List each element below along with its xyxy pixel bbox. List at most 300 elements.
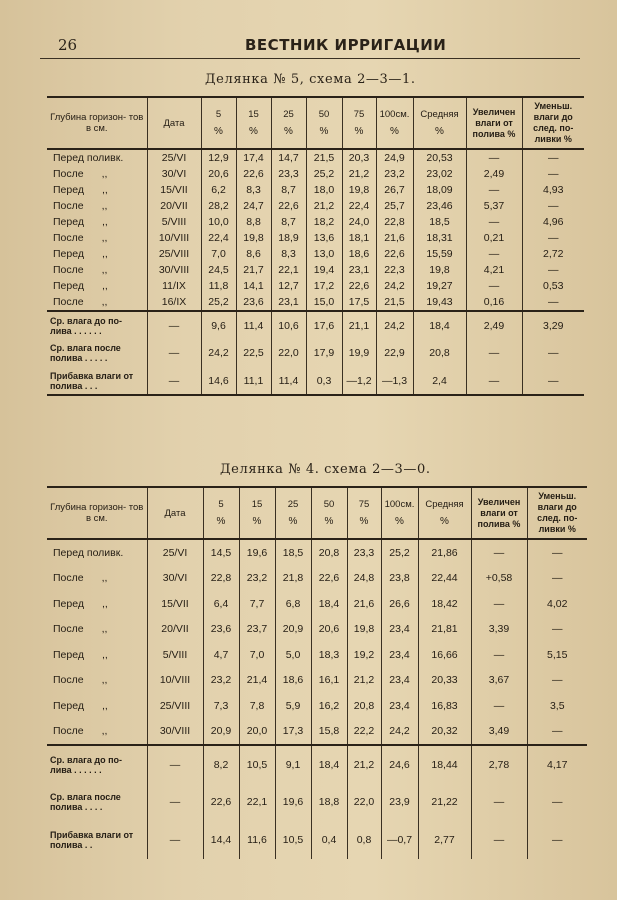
cell-v5: 12,9 xyxy=(201,149,236,166)
cell-date: 10/VIII xyxy=(147,230,201,246)
cell-avg: 23,02 xyxy=(413,166,466,182)
cell-v15: 21,4 xyxy=(239,668,275,694)
cell-v5: 20,6 xyxy=(201,166,236,182)
header-50cm: 50 % xyxy=(306,97,342,149)
cell-v25: 12,7 xyxy=(271,278,306,294)
cell-dec: 4,02 xyxy=(527,591,587,617)
cell-v50: 19,4 xyxy=(306,262,342,278)
cell-inc: 0,21 xyxy=(466,230,522,246)
header-date: Дата xyxy=(147,97,201,149)
cell-v100: 26,6 xyxy=(381,591,418,617)
summary-row xyxy=(47,821,587,859)
summary-cell-v100: 24,2 xyxy=(376,311,413,339)
cell-v15: 7,0 xyxy=(239,642,275,668)
summary-cell-v5: 14,4 xyxy=(203,821,239,859)
journal-title: ВЕСТНИК ИРРИГАЦИИ xyxy=(245,36,447,54)
summary-cell-v25: 10,5 xyxy=(275,821,311,859)
cell-v75: 21,6 xyxy=(347,591,381,617)
table-row xyxy=(47,617,587,643)
cell-v50: 25,2 xyxy=(306,166,342,182)
cell-v5: 11,8 xyxy=(201,278,236,294)
cell-dec: — xyxy=(522,262,584,278)
table1 xyxy=(47,96,584,396)
cell-v75: 22,4 xyxy=(342,198,376,214)
header-depth: Глубина горизон- тов в см. xyxy=(47,97,147,149)
cell-v50: 20,8 xyxy=(311,539,347,566)
cell-v5: 23,2 xyxy=(203,668,239,694)
cell-v5: 6,4 xyxy=(203,591,239,617)
cell-v5: 10,0 xyxy=(201,214,236,230)
row-label: После ,, xyxy=(53,264,108,276)
cell-date: 11/IX xyxy=(147,278,201,294)
header-5cm: 5 % xyxy=(201,97,236,149)
cell-v50: 18,4 xyxy=(311,591,347,617)
cell-v25: 18,5 xyxy=(275,539,311,566)
cell-v100: 24,9 xyxy=(376,149,413,166)
cell-v5: 23,6 xyxy=(203,617,239,643)
summary-cell-date: — xyxy=(147,339,201,367)
cell-dec: — xyxy=(522,166,584,182)
table1-body xyxy=(47,149,584,395)
cell-v5: 20,9 xyxy=(203,719,239,746)
cell-v50: 18,3 xyxy=(311,642,347,668)
summary-label: Прибавка влаги от полива . . xyxy=(50,830,134,850)
cell-date: 5/VIII xyxy=(147,214,201,230)
summary-cell-v50: 17,9 xyxy=(306,339,342,367)
cell-dec: — xyxy=(527,617,587,643)
cell-v75: 24,0 xyxy=(342,214,376,230)
cell-v100: 21,5 xyxy=(376,294,413,311)
cell-dec: — xyxy=(522,294,584,311)
summary-cell-v5: 8,2 xyxy=(203,745,239,783)
summary-cell-date: — xyxy=(147,311,201,339)
summary-cell-v5: 9,6 xyxy=(201,311,236,339)
cell-v5: 6,2 xyxy=(201,182,236,198)
cell-v15: 8,3 xyxy=(236,182,271,198)
cell-dec: 4,93 xyxy=(522,182,584,198)
cell-avg: 15,59 xyxy=(413,246,466,262)
header-increase: Увеличен влаги от полива % xyxy=(466,97,522,149)
cell-dec: — xyxy=(522,198,584,214)
cell-avg: 21,86 xyxy=(418,539,471,566)
row-label: После ,, xyxy=(53,674,108,687)
cell-dec: 2,72 xyxy=(522,246,584,262)
cell-v15: 23,2 xyxy=(239,566,275,592)
cell-v75: 19,8 xyxy=(342,182,376,198)
cell-inc: 3,67 xyxy=(471,668,527,694)
summary-cell-inc: 2,78 xyxy=(471,745,527,783)
header-average: Средняя % xyxy=(413,97,466,149)
cell-v100: 23,4 xyxy=(381,642,418,668)
cell-v25: 8,7 xyxy=(271,214,306,230)
cell-v50: 18,2 xyxy=(306,214,342,230)
cell-v50: 15,0 xyxy=(306,294,342,311)
cell-date: 20/VII xyxy=(147,617,203,643)
cell-date: 25/VI xyxy=(147,149,201,166)
cell-date: 5/VIII xyxy=(147,642,203,668)
cell-v15: 7,7 xyxy=(239,591,275,617)
cell-v25: 8,3 xyxy=(271,246,306,262)
cell-date: 16/IX xyxy=(147,294,201,311)
summary-cell-v75: 21,2 xyxy=(347,745,381,783)
row-label: Перед ,, xyxy=(53,597,108,610)
cell-avg: 20,33 xyxy=(418,668,471,694)
cell-v25: 23,1 xyxy=(271,294,306,311)
cell-date: 30/VIII xyxy=(147,719,203,746)
cell-v100: 25,2 xyxy=(381,539,418,566)
summary-label: Ср. влага до по- лива . . . . . . xyxy=(47,745,147,783)
table-row xyxy=(47,230,584,246)
table-row xyxy=(47,149,584,166)
cell-v15: 8,6 xyxy=(236,246,271,262)
table-row xyxy=(47,278,584,294)
table-row xyxy=(47,262,584,278)
cell-v15: 17,4 xyxy=(236,149,271,166)
summary-cell-date: — xyxy=(147,367,201,395)
page-number: 26 xyxy=(58,36,78,54)
table-row xyxy=(47,214,584,230)
cell-v75: 22,2 xyxy=(347,719,381,746)
cell-inc: 3,39 xyxy=(471,617,527,643)
summary-cell-v50: 0,4 xyxy=(311,821,347,859)
cell-v25: 18,9 xyxy=(271,230,306,246)
cell-avg: 20,32 xyxy=(418,719,471,746)
summary-cell-v75: 21,1 xyxy=(342,311,376,339)
cell-v25: 17,3 xyxy=(275,719,311,746)
cell-v25: 5,9 xyxy=(275,693,311,719)
summary-cell-v15: 10,5 xyxy=(239,745,275,783)
summary-cell-avg: 21,22 xyxy=(418,783,471,821)
cell-inc: — xyxy=(471,642,527,668)
cell-v25: 6,8 xyxy=(275,591,311,617)
table-row xyxy=(47,539,587,566)
cell-v5: 22,8 xyxy=(203,566,239,592)
cell-v50: 16,1 xyxy=(311,668,347,694)
cell-inc: — xyxy=(466,149,522,166)
row-label: Перед ,, xyxy=(53,184,108,196)
summary-cell-inc: 2,49 xyxy=(466,311,522,339)
cell-v75: 19,2 xyxy=(347,642,381,668)
summary-cell-date: — xyxy=(147,821,203,859)
table-row xyxy=(47,246,584,262)
cell-dec: — xyxy=(522,230,584,246)
cell-inc: 2,49 xyxy=(466,166,522,182)
row-label: После ,, xyxy=(53,623,108,636)
cell-avg: 21,81 xyxy=(418,617,471,643)
cell-v25: 8,7 xyxy=(271,182,306,198)
summary-label: Ср. влага после полива . . . . xyxy=(50,792,121,812)
cell-v15: 19,8 xyxy=(236,230,271,246)
cell-v5: 7,3 xyxy=(203,693,239,719)
cell-inc: 0,16 xyxy=(466,294,522,311)
cell-avg: 19,43 xyxy=(413,294,466,311)
summary-cell-v15: 11,4 xyxy=(236,311,271,339)
summary-cell-avg: 18,4 xyxy=(413,311,466,339)
cell-inc: — xyxy=(466,246,522,262)
cell-v15: 19,6 xyxy=(239,539,275,566)
summary-cell-v25: 10,6 xyxy=(271,311,306,339)
table2 xyxy=(47,486,587,859)
header-25cm: 25 % xyxy=(271,97,306,149)
summary-cell-v5: 22,6 xyxy=(203,783,239,821)
summary-cell-v25: 9,1 xyxy=(275,745,311,783)
table-row xyxy=(47,182,584,198)
table1-title: Делянка № 5, схема 2—3—1. xyxy=(205,72,416,87)
cell-v25: 21,8 xyxy=(275,566,311,592)
cell-date: 20/VII xyxy=(147,198,201,214)
summary-row xyxy=(47,311,584,339)
cell-v50: 15,8 xyxy=(311,719,347,746)
cell-v100: 26,7 xyxy=(376,182,413,198)
cell-date: 15/VII xyxy=(147,591,203,617)
cell-date: 25/VIII xyxy=(147,246,201,262)
cell-v50: 21,2 xyxy=(306,198,342,214)
summary-row xyxy=(47,745,587,783)
cell-v15: 20,0 xyxy=(239,719,275,746)
cell-v15: 8,8 xyxy=(236,214,271,230)
summary-cell-v100: 23,9 xyxy=(381,783,418,821)
summary-cell-v100: 22,9 xyxy=(376,339,413,367)
header-75cm: 75 % xyxy=(342,97,376,149)
summary-cell-inc: — xyxy=(466,339,522,367)
cell-v75: 18,6 xyxy=(342,246,376,262)
summary-cell-dec: 4,17 xyxy=(527,745,587,783)
cell-v75: 22,6 xyxy=(342,278,376,294)
cell-avg: 18,42 xyxy=(418,591,471,617)
summary-cell-avg: 18,44 xyxy=(418,745,471,783)
summary-cell-v25: 19,6 xyxy=(275,783,311,821)
cell-date: 30/VI xyxy=(147,566,203,592)
cell-avg: 16,66 xyxy=(418,642,471,668)
cell-v50: 21,5 xyxy=(306,149,342,166)
summary-label: Прибавка влаги от полива . . . xyxy=(50,370,134,391)
summary-label: Ср. влага после полива . . . . . xyxy=(50,343,121,363)
summary-cell-v50: 18,4 xyxy=(311,745,347,783)
table-row xyxy=(47,591,587,617)
summary-cell-dec: — xyxy=(522,367,584,395)
summary-cell-v15: 11,1 xyxy=(236,367,271,395)
summary-cell-avg: 2,77 xyxy=(418,821,471,859)
cell-v50: 20,6 xyxy=(311,617,347,643)
cell-v25: 5,0 xyxy=(275,642,311,668)
table-row xyxy=(47,693,587,719)
cell-dec: 3,5 xyxy=(527,693,587,719)
summary-cell-v75: 0,8 xyxy=(347,821,381,859)
summary-cell-dec: 3,29 xyxy=(522,311,584,339)
cell-avg: 20,53 xyxy=(413,149,466,166)
cell-v15: 22,6 xyxy=(236,166,271,182)
summary-row xyxy=(47,367,584,395)
cell-dec: — xyxy=(522,149,584,166)
cell-v50: 22,6 xyxy=(311,566,347,592)
cell-dec: 0,53 xyxy=(522,278,584,294)
cell-v5: 24,5 xyxy=(201,262,236,278)
summary-cell-avg: 2,4 xyxy=(413,367,466,395)
summary-cell-v5: 14,6 xyxy=(201,367,236,395)
cell-v25: 22,6 xyxy=(271,198,306,214)
header-5cm: 5 % xyxy=(203,487,239,539)
cell-avg: 23,46 xyxy=(413,198,466,214)
cell-v100: 24,2 xyxy=(376,278,413,294)
summary-cell-inc: — xyxy=(471,783,527,821)
header-15cm: 15 % xyxy=(239,487,275,539)
cell-v15: 21,7 xyxy=(236,262,271,278)
summary-cell-v15: 11,6 xyxy=(239,821,275,859)
header-25cm: 25 % xyxy=(275,487,311,539)
row-label: Перед ,, xyxy=(53,216,108,228)
summary-cell-v5: 24,2 xyxy=(201,339,236,367)
cell-avg: 19,8 xyxy=(413,262,466,278)
table-row xyxy=(47,166,584,182)
header-50cm: 50 % xyxy=(311,487,347,539)
cell-v25: 23,3 xyxy=(271,166,306,182)
summary-cell-v25: 22,0 xyxy=(271,339,306,367)
cell-inc: 5,37 xyxy=(466,198,522,214)
row-label: Перед поливк. xyxy=(53,546,124,559)
cell-v25: 18,6 xyxy=(275,668,311,694)
summary-cell-v75: 19,9 xyxy=(342,339,376,367)
cell-inc: — xyxy=(466,182,522,198)
cell-inc: — xyxy=(466,214,522,230)
cell-v75: 18,1 xyxy=(342,230,376,246)
cell-v100: 23,2 xyxy=(376,166,413,182)
page-header xyxy=(40,34,580,59)
cell-v100: 22,3 xyxy=(376,262,413,278)
cell-v5: 25,2 xyxy=(201,294,236,311)
summary-cell-dec: — xyxy=(522,339,584,367)
summary-cell-avg: 20,8 xyxy=(413,339,466,367)
cell-dec: — xyxy=(527,566,587,592)
header-average: Средняя % xyxy=(418,487,471,539)
cell-v100: 22,6 xyxy=(376,246,413,262)
cell-v15: 23,7 xyxy=(239,617,275,643)
cell-v5: 22,4 xyxy=(201,230,236,246)
table-row xyxy=(47,642,587,668)
row-label: После ,, xyxy=(53,232,108,244)
cell-v25: 22,1 xyxy=(271,262,306,278)
cell-dec: — xyxy=(527,668,587,694)
summary-cell-v75: —1,2 xyxy=(342,367,376,395)
summary-cell-dec: — xyxy=(527,783,587,821)
cell-v5: 14,5 xyxy=(203,539,239,566)
cell-v75: 21,2 xyxy=(342,166,376,182)
cell-v75: 19,8 xyxy=(347,617,381,643)
summary-cell-inc: — xyxy=(471,821,527,859)
table-row xyxy=(47,294,584,311)
cell-date: 30/VIII xyxy=(147,262,201,278)
row-label: После ,, xyxy=(53,725,108,738)
cell-v15: 23,6 xyxy=(236,294,271,311)
summary-label: Ср. влага до по- лива . . . . . . xyxy=(47,311,147,339)
cell-v15: 14,1 xyxy=(236,278,271,294)
summary-cell-v100: 24,6 xyxy=(381,745,418,783)
cell-v50: 17,2 xyxy=(306,278,342,294)
header-75cm: 75 % xyxy=(347,487,381,539)
cell-v75: 20,8 xyxy=(347,693,381,719)
summary-cell-date: — xyxy=(147,783,203,821)
cell-v75: 17,5 xyxy=(342,294,376,311)
row-label: Перед ,, xyxy=(53,699,108,712)
cell-date: 25/VIII xyxy=(147,693,203,719)
cell-v75: 23,3 xyxy=(347,539,381,566)
table-row xyxy=(47,668,587,694)
header-date: Дата xyxy=(147,487,203,539)
header-100cm: 100см. % xyxy=(381,487,418,539)
cell-avg: 16,83 xyxy=(418,693,471,719)
summary-row xyxy=(47,339,584,367)
cell-dec: 5,15 xyxy=(527,642,587,668)
cell-inc: +0,58 xyxy=(471,566,527,592)
summary-cell-dec: — xyxy=(527,821,587,859)
cell-inc: — xyxy=(471,539,527,566)
cell-v50: 13,6 xyxy=(306,230,342,246)
summary-cell-v15: 22,1 xyxy=(239,783,275,821)
header-increase: Увеличен влаги от полива % xyxy=(471,487,527,539)
cell-dec: — xyxy=(527,719,587,746)
row-label: Перед ,, xyxy=(53,648,108,661)
cell-date: 25/VI xyxy=(147,539,203,566)
row-label: Перед ,, xyxy=(53,280,108,292)
cell-v100: 23,4 xyxy=(381,617,418,643)
row-label: После ,, xyxy=(53,296,108,308)
cell-avg: 18,31 xyxy=(413,230,466,246)
row-label: После ,, xyxy=(53,168,108,180)
table-row xyxy=(47,566,587,592)
cell-avg: 18,5 xyxy=(413,214,466,230)
table-row xyxy=(47,198,584,214)
row-label: Перед ,, xyxy=(53,248,108,260)
header-depth: Глубина горизон- тов в см. xyxy=(47,487,147,539)
header-15cm: 15 % xyxy=(236,97,271,149)
cell-avg: 22,44 xyxy=(418,566,471,592)
cell-date: 15/VII xyxy=(147,182,201,198)
summary-cell-v50: 17,6 xyxy=(306,311,342,339)
summary-cell-v25: 11,4 xyxy=(271,367,306,395)
cell-v25: 14,7 xyxy=(271,149,306,166)
cell-v75: 24,8 xyxy=(347,566,381,592)
summary-cell-v75: 22,0 xyxy=(347,783,381,821)
cell-v5: 7,0 xyxy=(201,246,236,262)
cell-inc: 4,21 xyxy=(466,262,522,278)
summary-cell-v50: 18,8 xyxy=(311,783,347,821)
header-decrease: Уменьш. влаги до след. по- ливки % xyxy=(527,487,587,539)
row-label: После ,, xyxy=(53,572,108,585)
cell-v100: 23,8 xyxy=(381,566,418,592)
row-label: Перед поливк. xyxy=(53,152,124,164)
summary-cell-v50: 0,3 xyxy=(306,367,342,395)
cell-v100: 22,8 xyxy=(376,214,413,230)
table2-body xyxy=(47,539,587,859)
cell-v25: 20,9 xyxy=(275,617,311,643)
cell-dec: — xyxy=(527,539,587,566)
summary-cell-date: — xyxy=(147,745,203,783)
summary-cell-v15: 22,5 xyxy=(236,339,271,367)
cell-v50: 18,0 xyxy=(306,182,342,198)
cell-v100: 23,4 xyxy=(381,693,418,719)
cell-v75: 23,1 xyxy=(342,262,376,278)
table2-title: Делянка № 4. схема 2—3—0. xyxy=(220,462,431,477)
cell-date: 10/VIII xyxy=(147,668,203,694)
summary-cell-inc: — xyxy=(466,367,522,395)
header-100cm: 100см. % xyxy=(376,97,413,149)
header-decrease: Уменьш. влаги до след. по- ливки % xyxy=(522,97,584,149)
cell-v100: 25,7 xyxy=(376,198,413,214)
cell-v100: 21,6 xyxy=(376,230,413,246)
cell-inc: 3,49 xyxy=(471,719,527,746)
row-label: После ,, xyxy=(53,200,108,212)
cell-v100: 23,4 xyxy=(381,668,418,694)
cell-inc: — xyxy=(471,591,527,617)
